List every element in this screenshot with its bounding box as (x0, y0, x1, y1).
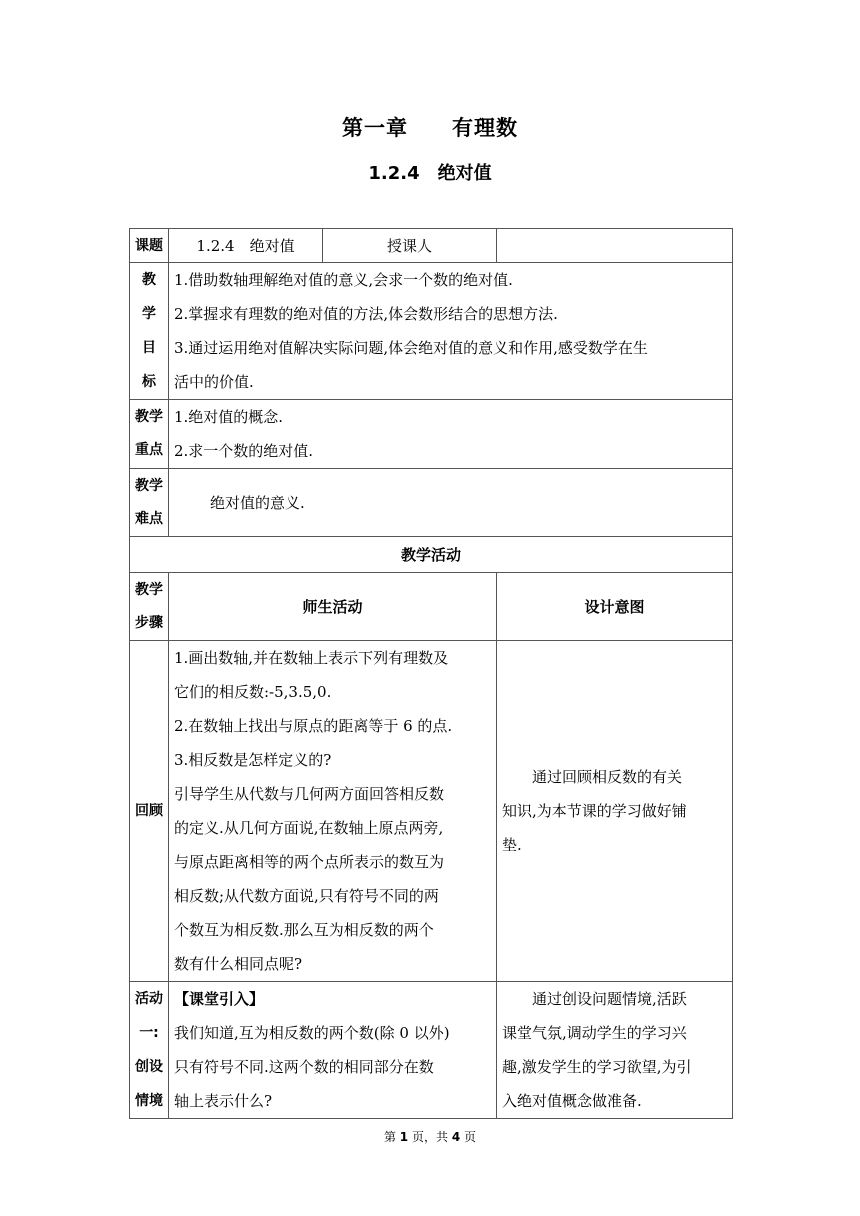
key-point-line: 1.绝对值的概念. (174, 408, 284, 426)
intent-content (497, 641, 733, 982)
activity-line: 与原点距离相等的两个点所表示的数互为 (174, 853, 445, 871)
activity-row-one (130, 982, 733, 1119)
activity-line: 1.画出数轴,并在数轴上表示下列有理数及 (174, 649, 449, 667)
teacher-value (497, 229, 733, 263)
objective-line: 活中的价值. (174, 373, 254, 391)
activity-line: 3.相反数是怎样定义的? (174, 751, 332, 769)
activity-line: 个数互为相反数.那么互为相反数的两个 (174, 921, 434, 939)
key-point-line: 2.求一个数的绝对值. (174, 442, 314, 460)
difficulty-text: 绝对值的意义. (210, 493, 305, 512)
key-points-content (169, 400, 733, 469)
activity-line: 我们知道,互为相反数的两个数(除 0 以外) (174, 1024, 450, 1042)
intent-line: 通过创设问题情境,活跃 (532, 990, 687, 1008)
chapter-title (0, 112, 860, 142)
objective-line: 3.通过运用绝对值解决实际问题,体会绝对值的意义和作用,感受数学在生 (174, 339, 648, 357)
intent-line: 通过回顾相反数的有关 (532, 768, 683, 786)
topic-row (130, 229, 733, 263)
chapter-label: 第一章 (342, 116, 408, 140)
chapter-name: 有理数 (452, 116, 518, 140)
activity-line: 只有符号不同.这两个数的相同部分在数 (174, 1058, 434, 1076)
page-number: 1 (399, 1130, 409, 1144)
difficulties-row (130, 469, 733, 537)
activity-line: 相反数;从代数方面说,只有符号不同的两 (174, 887, 439, 905)
lesson-plan-table (129, 228, 733, 1119)
activity-line: 它们的相反数:-5,3.5,0. (174, 683, 332, 701)
step-label: 活动 一: 创设 情境 (130, 982, 169, 1119)
key-points-row (130, 400, 733, 469)
activities-heading: 教学活动 (130, 537, 733, 573)
intent-line: 知识,为本节课的学习做好铺 (502, 802, 687, 820)
intent-line: 趣,激发学生的学习欲望,为引 (502, 1058, 692, 1076)
activities-header-row (130, 573, 733, 641)
activity-content (169, 641, 497, 982)
activities-heading-row (130, 537, 733, 573)
activity-row-review (130, 641, 733, 982)
topic-value: 1.2.4 绝对值 (169, 229, 323, 263)
activity-line: 的定义.从几何方面说,在数轴上原点两旁, (174, 819, 444, 837)
objectives-content (169, 263, 733, 400)
intent-line: 入绝对值概念做准备. (502, 1092, 642, 1110)
intent-line: 课堂气氛,调动学生的学习兴 (502, 1024, 687, 1042)
section-bracket-heading: 【课堂引入】 (174, 990, 265, 1008)
activity-content (169, 982, 497, 1119)
topic-label: 课题 (130, 229, 169, 263)
step-label: 回顾 (130, 641, 169, 982)
intent-content (497, 982, 733, 1119)
section-number: 1.2.4 (368, 163, 420, 184)
activity-line: 轴上表示什么? (174, 1092, 273, 1110)
objective-line: 1.借助数轴理解绝对值的意义,会求一个数的绝对值. (174, 271, 513, 289)
key-points-label: 教学 重点 (130, 400, 169, 469)
objectives-row (130, 263, 733, 400)
difficulties-label: 教学 难点 (130, 469, 169, 537)
objective-line: 2.掌握求有理数的绝对值的方法,体会数形结合的思想方法. (174, 305, 558, 323)
activity-line: 引导学生从代数与几何两方面回答相反数 (174, 785, 445, 803)
page-footer: 第 1 页，共 4 页 (383, 1130, 477, 1144)
difficulties-content (169, 469, 733, 537)
section-title (0, 159, 860, 185)
teacher-label: 授课人 (323, 229, 497, 263)
intent-column-header: 设计意图 (497, 573, 733, 641)
page-total: 4 (451, 1130, 461, 1144)
activity-line: 数有什么相同点呢? (174, 955, 303, 973)
intent-line: 垫. (502, 836, 522, 854)
objectives-label: 教 学 目 标 (130, 263, 169, 400)
step-column-header: 教学 步骤 (130, 573, 169, 641)
section-name: 绝对值 (437, 163, 492, 184)
activity-column-header: 师生活动 (169, 573, 497, 641)
activity-line: 2.在数轴上找出与原点的距离等于 6 的点. (174, 717, 453, 735)
